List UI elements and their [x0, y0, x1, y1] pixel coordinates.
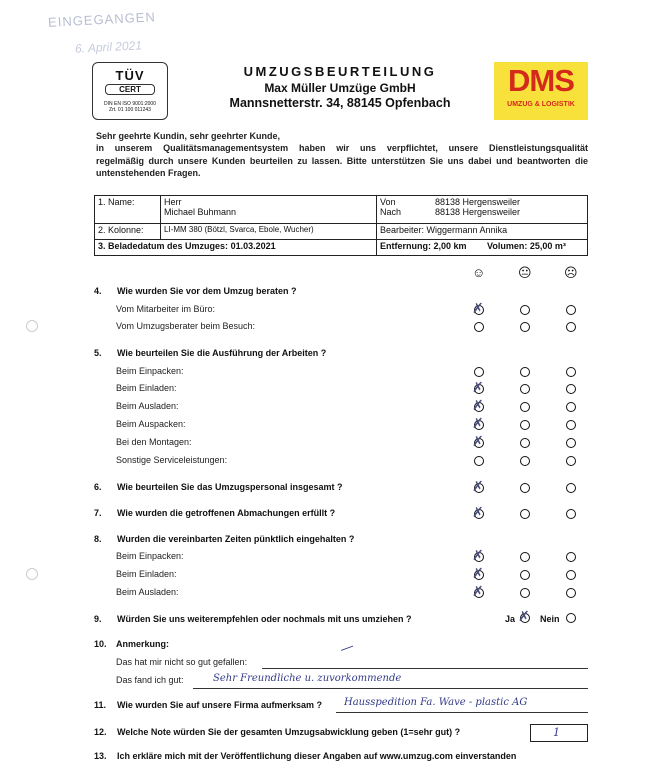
received-stamp: EINGEGANGEN: [47, 9, 157, 30]
name-value: Michael Buhmann: [164, 207, 237, 217]
intro-line-1: Sehr geehrte Kundin, sehr geehrter Kunde,: [96, 131, 281, 141]
kolonne-value: LI-MM 380 (Bötzl, Svarca, Ebole, Wucher): [161, 224, 377, 240]
intro-line-4: untenstehenden Fragen.: [96, 167, 201, 178]
good-face-icon: ☺: [472, 265, 486, 280]
q12-text: Welche Note würden Sie der gesamten Umzugsabwicklung geben (1=sehr gut) ?: [117, 727, 461, 737]
entfernung-value: 2,00 km: [433, 241, 467, 251]
rating-radio[interactable]: [520, 570, 530, 580]
dms-logo: [494, 62, 588, 120]
rating-radio[interactable]: [472, 504, 484, 520]
rating-radio[interactable]: [472, 397, 484, 413]
rating-radio[interactable]: [566, 402, 576, 412]
q9-nein-radio[interactable]: [566, 613, 576, 623]
company-address: Mannsnetterstr. 34, 88145 Opfenbach: [229, 96, 451, 110]
volumen-label: Volumen:: [487, 241, 528, 251]
rating-radio[interactable]: [520, 509, 530, 519]
q5-sub: Bei den Montagen:: [116, 437, 192, 447]
rating-radio[interactable]: [472, 379, 484, 395]
rating-radio[interactable]: [472, 478, 484, 494]
entfernung-label: Entfernung:: [379, 241, 431, 251]
q4-sub-visit: Vom Umzugsberater beim Besuch:: [116, 321, 256, 331]
check-mark-icon: ✗: [472, 300, 484, 316]
rating-radio[interactable]: [566, 384, 576, 394]
kolonne-label: 2. Kolonne:: [95, 224, 161, 240]
rating-radio[interactable]: [520, 438, 530, 448]
check-mark-icon: ✗: [472, 379, 484, 395]
q12-grade-answer: 1: [553, 726, 560, 739]
intro-line-3: regelmäßig durch unsere Kunden beurteilen zu lassen. Bitte unterstützen Sie uns dabei und beantworten die: [96, 155, 588, 166]
q11-number: 11.: [94, 700, 107, 710]
von-label: Von: [379, 197, 396, 207]
q10-sub-good: Das fand ich gut:: [116, 675, 184, 685]
q11-text: Wie wurden Sie auf unsere Firma aufmerksam ?: [117, 700, 322, 710]
rating-radio[interactable]: [566, 552, 576, 562]
q11-answer: Hausspedition Fa. Wave - plastic AG: [344, 697, 528, 708]
tuv-reg: Zrt. 01 100 011243: [109, 107, 151, 113]
rating-radio[interactable]: [566, 438, 576, 448]
q9-text: Würden Sie uns weiterempfehlen oder nochmals mit uns umziehen ?: [117, 614, 412, 624]
q9-ja-label: Ja: [505, 614, 516, 624]
q5-sub: Beim Auspacken:: [116, 419, 186, 429]
q12-grade-box[interactable]: [530, 724, 588, 742]
neutral-face-icon: 😐: [518, 265, 532, 280]
q11-answer-line[interactable]: [336, 712, 588, 713]
check-mark-icon: ✗: [472, 415, 484, 431]
company-name: Max Müller Umzüge GmbH: [264, 81, 416, 95]
rating-radio[interactable]: [520, 402, 530, 412]
rating-radio[interactable]: [474, 456, 484, 466]
intro-line-2: in unserem Qualitätsmanagementsystem haben wir uns verpflichtet, unsere Dienstleistungsqualität: [96, 143, 588, 154]
rating-radio[interactable]: [520, 322, 530, 332]
q5-number: 5.: [94, 348, 102, 358]
rating-radio[interactable]: [472, 583, 484, 599]
rating-radio[interactable]: [566, 367, 576, 377]
q7-text: Wie wurden die getroffenen Abmachungen erfüllt ?: [117, 508, 336, 518]
q8-sub: Beim Einpacken:: [116, 551, 184, 561]
nach-label: Nach: [379, 207, 401, 217]
rating-radio[interactable]: [566, 509, 576, 519]
tuv-norm: DIN EN ISO 9001:2000: [104, 101, 156, 107]
q10-text: Anmerkung:: [116, 639, 170, 649]
beladedatum-label: 3. Beladedatum des Umzuges:: [98, 241, 229, 251]
document-title: UMZUGSBEURTEILUNG: [243, 64, 437, 79]
q8-number: 8.: [94, 534, 102, 544]
q10-sub-bad: Das hat mir nicht so gut gefallen:: [116, 657, 248, 667]
rating-radio[interactable]: [566, 456, 576, 466]
rating-radio[interactable]: [472, 415, 484, 431]
rating-radio[interactable]: [520, 420, 530, 430]
q6-number: 6.: [94, 482, 102, 492]
rating-radio[interactable]: [520, 456, 530, 466]
rating-radio[interactable]: [520, 305, 530, 315]
rating-radio[interactable]: [520, 384, 530, 394]
volumen-value: 25,00 m³: [529, 241, 566, 251]
q10-bad-line[interactable]: [262, 668, 588, 669]
tuv-cert: CERT: [105, 84, 155, 95]
rating-radio[interactable]: [472, 300, 484, 316]
bad-face-icon: ☹: [564, 265, 578, 280]
beladedatum-value: 01.03.2021: [230, 241, 276, 251]
q8-sub: Beim Einladen:: [116, 569, 177, 579]
q5-sub: Sonstige Serviceleistungen:: [116, 455, 228, 465]
q10-good-line[interactable]: [193, 688, 588, 689]
check-mark-icon: ✗: [472, 583, 484, 599]
rating-radio[interactable]: [472, 433, 484, 449]
q8-sub: Beim Ausladen:: [116, 587, 179, 597]
q6-text: Wie beurteilen Sie das Umzugspersonal insgesamt ?: [117, 482, 343, 492]
name-label: 1. Name:: [95, 196, 161, 224]
rating-radio[interactable]: [472, 547, 484, 563]
rating-radio[interactable]: [474, 367, 484, 377]
q5-sub: Beim Einpacken:: [116, 366, 184, 376]
q5-text: Wie beurteilen Sie die Ausführung der Arbeiten ?: [117, 348, 327, 358]
check-mark-icon: ✗: [472, 397, 484, 413]
q9-ja-radio[interactable]: [518, 608, 530, 624]
nach-value: 88138 Hergensweiler: [434, 207, 521, 217]
q13-number: 13.: [94, 751, 107, 761]
name-title: Herr: [164, 197, 182, 207]
binder-hole: [26, 568, 38, 580]
rating-radio[interactable]: [520, 588, 530, 598]
rating-radio[interactable]: [474, 322, 484, 332]
q10-bad-mark: —: [337, 638, 357, 658]
dms-logo-sub: UMZUG & LOGISTIK: [507, 101, 575, 108]
bearbeiter-value: Wiggermann Annika: [426, 225, 508, 235]
binder-hole: [26, 320, 38, 332]
q5-sub: Beim Einladen:: [116, 383, 177, 393]
rating-radio[interactable]: [520, 367, 530, 377]
check-mark-icon: ✗: [472, 478, 484, 494]
check-mark-icon: ✗: [472, 565, 484, 581]
rating-radio[interactable]: [566, 570, 576, 580]
received-stamp-date: 6. April 2021: [74, 38, 143, 56]
q9-number: 9.: [94, 614, 102, 624]
q13-text: Ich erkläre mich mit der Veröffentlichung dieser Angaben auf www.umzug.com einverstanden: [117, 751, 517, 761]
q9-ja-mark-icon: ✗: [518, 608, 530, 624]
q8-text: Wurden die vereinbarten Zeiten pünktlich eingehalten ?: [117, 534, 355, 544]
q7-number: 7.: [94, 508, 102, 518]
rating-radio[interactable]: [472, 565, 484, 581]
q4-sub-office: Vom Mitarbeiter im Büro:: [116, 304, 216, 314]
check-mark-icon: ✗: [472, 504, 484, 520]
check-mark-icon: ✗: [472, 547, 484, 563]
intro-text: [96, 130, 588, 179]
q10-good-answer: Sehr Freundliche u. zuvorkommende: [213, 673, 402, 684]
q10-number: 10.: [94, 639, 107, 649]
q12-number: 12.: [94, 727, 107, 737]
document-header: [200, 64, 480, 110]
tuv-name: TÜV: [115, 68, 145, 83]
q4-number: 4.: [94, 286, 102, 296]
rating-radio[interactable]: [566, 322, 576, 332]
check-mark-icon: ✗: [472, 433, 484, 449]
rating-radio[interactable]: [520, 483, 530, 493]
dms-logo-main: DMS: [508, 63, 574, 98]
q5-sub: Beim Ausladen:: [116, 401, 179, 411]
tuv-cert-logo: [92, 62, 168, 120]
q9-nein-label: Nein: [540, 614, 560, 624]
customer-info-table: [94, 195, 588, 256]
q4-text: Wie wurden Sie vor dem Umzug beraten ?: [117, 286, 297, 296]
rating-radio[interactable]: [566, 588, 576, 598]
rating-radio[interactable]: [520, 552, 530, 562]
von-value: 88138 Hergensweiler: [434, 197, 521, 207]
bearbeiter-label: Bearbeiter:: [379, 225, 425, 235]
rating-radio[interactable]: [566, 483, 576, 493]
rating-radio[interactable]: [566, 420, 576, 430]
rating-radio[interactable]: [566, 305, 576, 315]
